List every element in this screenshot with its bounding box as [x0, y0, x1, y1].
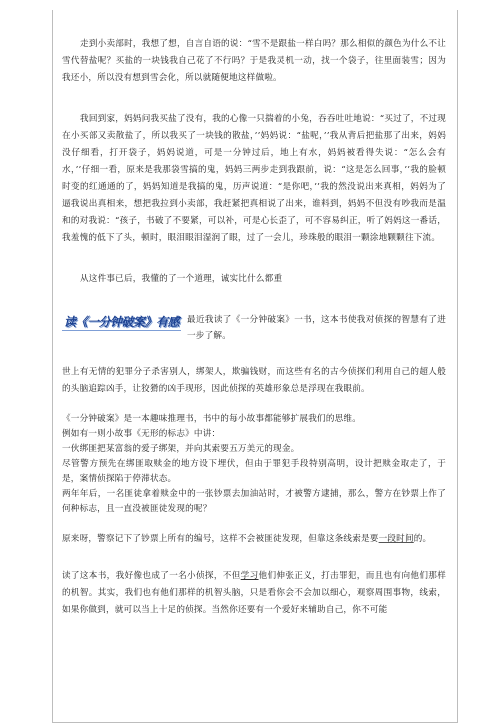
story-paragraph-3: 从这件事已后，我懂的了一个道理，诚实比什么都重	[80, 274, 283, 284]
review-example-block	[62, 412, 446, 517]
review-line-5: 两年年后，一名匪徒拿着赎金中的一张钞票去加油站时，才被警方逮捕，那么，警方在钞票上作了何种标志，且一直没被匪徒发现的呢？	[62, 489, 446, 514]
review-paragraph-2: 世上有无情的犯罪分子杀害别人，绑架人，欺骗钱财，而这些有名的古今侦探们利用自己的超人般的头脑追踪凶手，让狡猾的凶手现形，因此侦探的英雄形象总是浮现在我眼前。	[62, 367, 446, 394]
story-paragraph-1: 走到小卖部时，我想了想，自言自语的说：“雪不是跟盐一样白吗？那么相似的颜色为什么不让雪代替盐呢？买盐的一块钱我自己花了不行吗？于是我灵机一动，找一个袋子，往里面装雪；因为我还小，所以没有想到雪会化，所以就随便地这样做啦。	[62, 39, 446, 83]
review-intro: 最近我读了《一分钟破案》一书，这本书使我对侦探的智慧有了进一步了解。	[187, 315, 446, 341]
review-line-3: 一伙绑匪把某富翁的爱子绑架，并向其索要五万美元的现金。	[62, 444, 300, 454]
underlined-word: 学习	[240, 571, 259, 581]
review-paragraph-4: 原来呀，警察记下了钞票上所有的编号，这样不会被匪徒发现，但靠这条线索是要一段时间的。	[62, 534, 432, 544]
review-line-1: 《一分钟破案》是一本趣味推理书，书中的每小故事都能够扩展我们的思维。	[62, 414, 361, 424]
story-paragraph-2: 我回到家，妈妈问我买盐了没有，我的心像一只揣着的小兔，吞吞吐吐地说：“买过了，不过现在小买部又卖散盐了，所以我买了一块钱的散盐，’’妈妈说：“盐呢，’’我从背后把盐那了出来，妈妈没仔细看，打开袋子，妈妈说道，可是一分钟过后，地上有水，妈妈被看得失说：“怎么会有水，’’仔细一看，原来是我那袋雪搞的鬼，妈妈三两步走到我跟前，说：“这是怎么回事，’’我的脸顿时变的红通通的了，妈妈知道是我搞的鬼，历声说道：“是你吧，’’我的然没说出来真相，妈妈为了逼我说出真相来，想把我拉到小卖部，我赶紧把真相说了出来，谁料到，妈妈不但没有吵我而是温和的对我说：“孩子，书破了不要紧，可以补，可是心长歪了，可不容易纠正，听了妈妈这一番话，我羞愧的低下了头，顿时，眼泪眼泪湿润了眼，过了一会儿，珍珠般的眼泪一颗涂地颗颗往下流。	[62, 114, 446, 243]
review-line-4: 尽管警方预先在绑匪取赎金的地方设下埋伏，但由于罪犯手段特别高明，设计把赎金取走了，于是，案情侦探陷于停滞状态。	[62, 459, 446, 484]
review-heading-block	[62, 312, 446, 344]
document-content	[62, 36, 446, 619]
review-paragraph-5: 读了这本书，我好像也成了一名小侦探，不但学习他们伸张正义，打击罪犯，而且也有向他们那样的机智。其实，我们也有他们那样的机智头脑，只是看你会不会加以细心，观察周围事物，线索，如果你做到，就可以当上十足的侦探。当然你还要有一个爱好来辅助自己，你不可能	[62, 571, 446, 615]
review-line-2: 例如有一则小故事《无形的标志》中讲：	[62, 429, 221, 439]
review-title: 读《一分钟破案》有感	[64, 315, 180, 329]
underlined-phrase: 一段时间	[378, 534, 414, 544]
